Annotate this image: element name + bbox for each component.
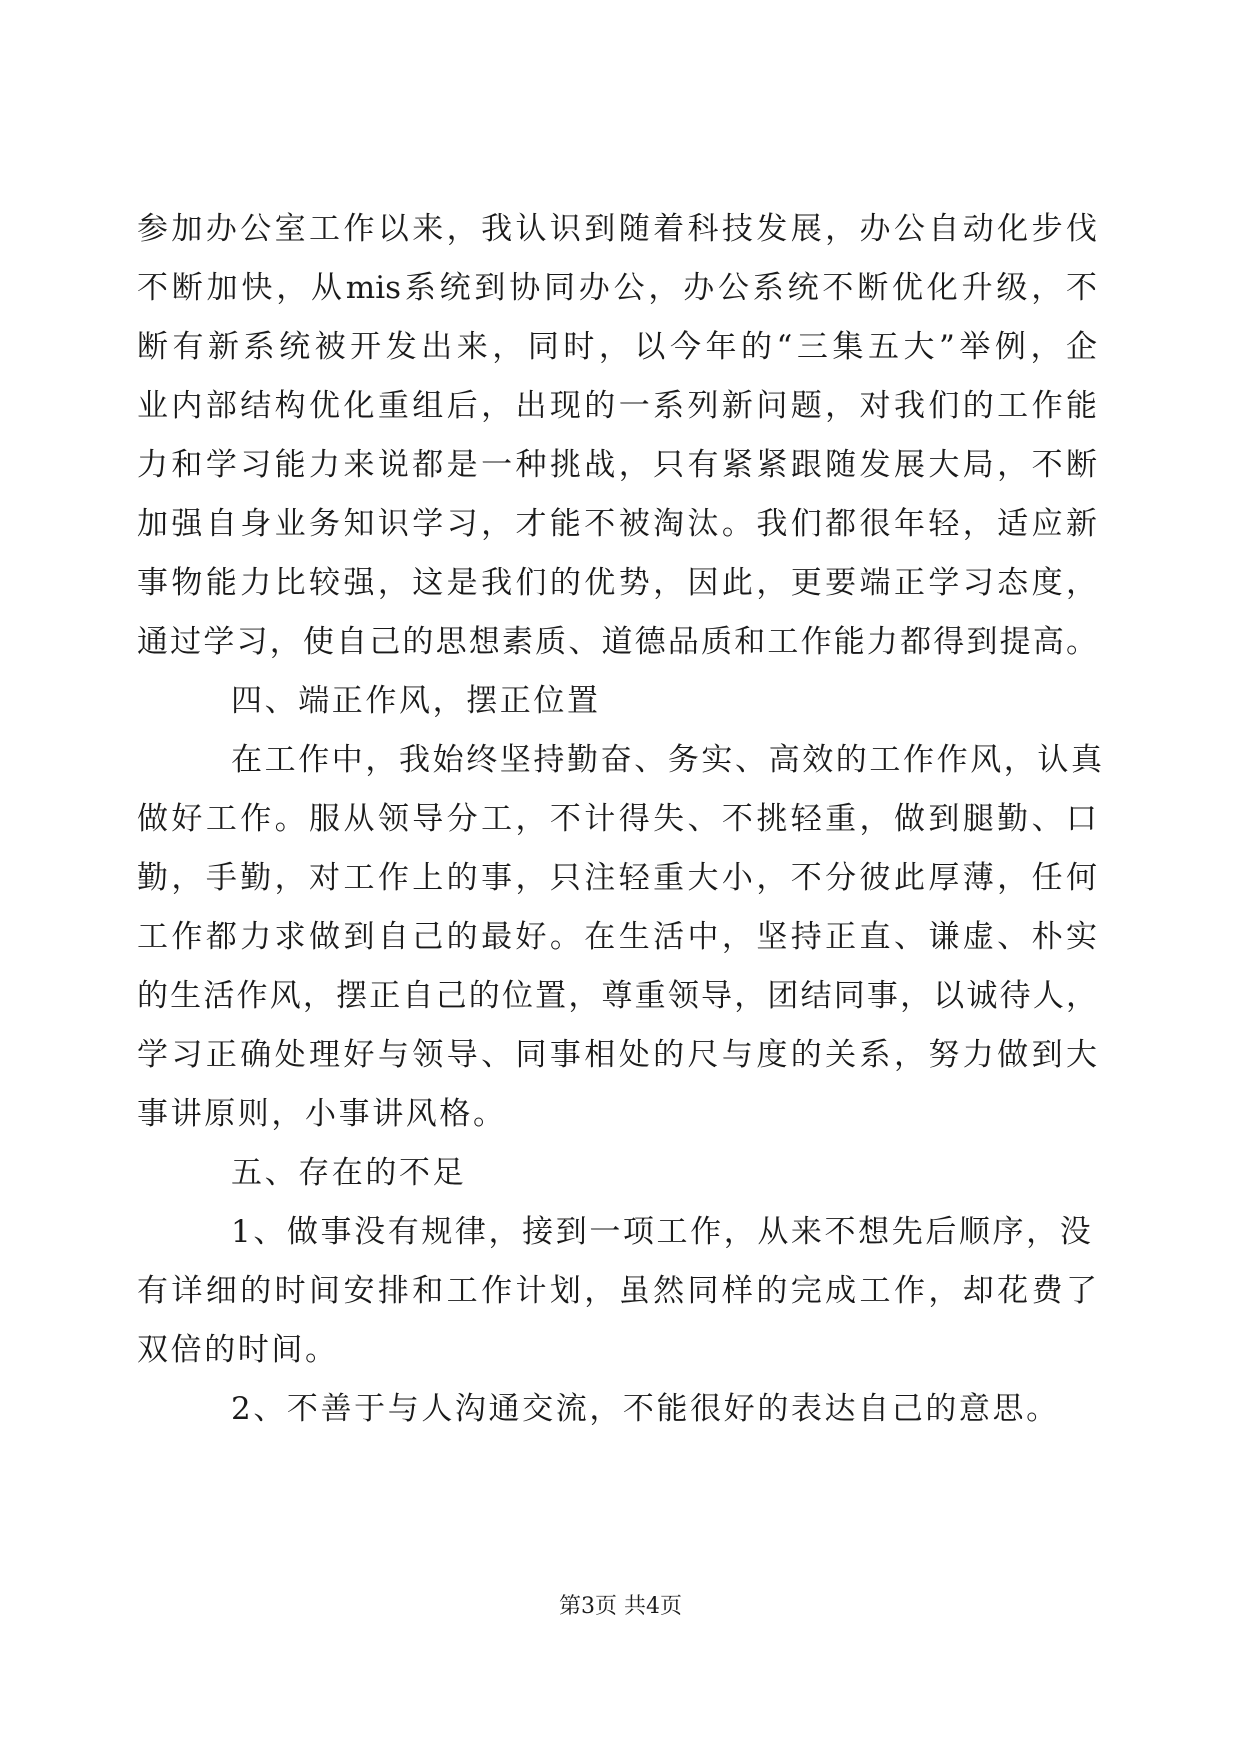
paragraph-line: 断有新系统被开发出来，同时，以今年的“三集五大”举例，企 xyxy=(137,329,1097,365)
paragraph-line: 不断加快，从mis系统到协同办公，办公系统不断优化升级，不 xyxy=(137,270,1097,306)
paragraph-line: 做好工作。服从领导分工，不计得失、不挑轻重，做到腿勤、口 xyxy=(137,801,1097,837)
paragraph-line: 在工作中，我始终坚持勤奋、务实、高效的工作作风，认真 xyxy=(231,742,1105,778)
document-body xyxy=(137,200,1105,1439)
page-number-footer: 第3页 共4页 xyxy=(559,1594,682,1619)
paragraph-line: 加强自身业务知识学习，才能不被淘汰。我们都很年轻，适应新 xyxy=(137,506,1097,542)
paragraph-line: 通过学习，使自己的思想素质、道德品质和工作能力都得到提高。 xyxy=(137,624,1097,660)
paragraph-line: 有详细的时间安排和工作计划，虽然同样的完成工作，却花费了 xyxy=(137,1273,1097,1309)
paragraph-line: 学习正确处理好与领导、同事相处的尺与度的关系，努力做到大 xyxy=(137,1037,1097,1073)
paragraph-line: 1、做事没有规律，接到一项工作，从来不想先后顺序，没 xyxy=(231,1214,1094,1250)
paragraph-line: 勤，手勤，对工作上的事，只注轻重大小，不分彼此厚薄，任何 xyxy=(137,860,1097,896)
section-heading: 四、端正作风，摆正位置 xyxy=(231,683,601,719)
paragraph-line: 的生活作风，摆正自己的位置，尊重领导，团结同事，以诚待人， xyxy=(137,978,1097,1014)
paragraph-line: 力和学习能力来说都是一种挑战，只有紧紧跟随发展大局，不断 xyxy=(137,447,1097,483)
paragraph-line: 业内部结构优化重组后，出现的一系列新问题，对我们的工作能 xyxy=(137,388,1097,424)
paragraph-line: 事物能力比较强，这是我们的优势，因此，更要端正学习态度， xyxy=(137,565,1097,601)
paragraph-line: 参加办公室工作以来，我认识到随着科技发展，办公自动化步伐 xyxy=(137,211,1097,247)
paragraph-line: 2、不善于与人沟通交流，不能很好的表达自己的意思。 xyxy=(231,1391,1060,1427)
paragraph-line: 工作都力求做到自己的最好。在生活中，坚持正直、谦虚、朴实 xyxy=(137,919,1097,955)
paragraph-line: 双倍的时间。 xyxy=(137,1332,339,1368)
section-heading: 五、存在的不足 xyxy=(231,1155,467,1191)
paragraph-line: 事讲原则，小事讲风格。 xyxy=(137,1096,507,1132)
